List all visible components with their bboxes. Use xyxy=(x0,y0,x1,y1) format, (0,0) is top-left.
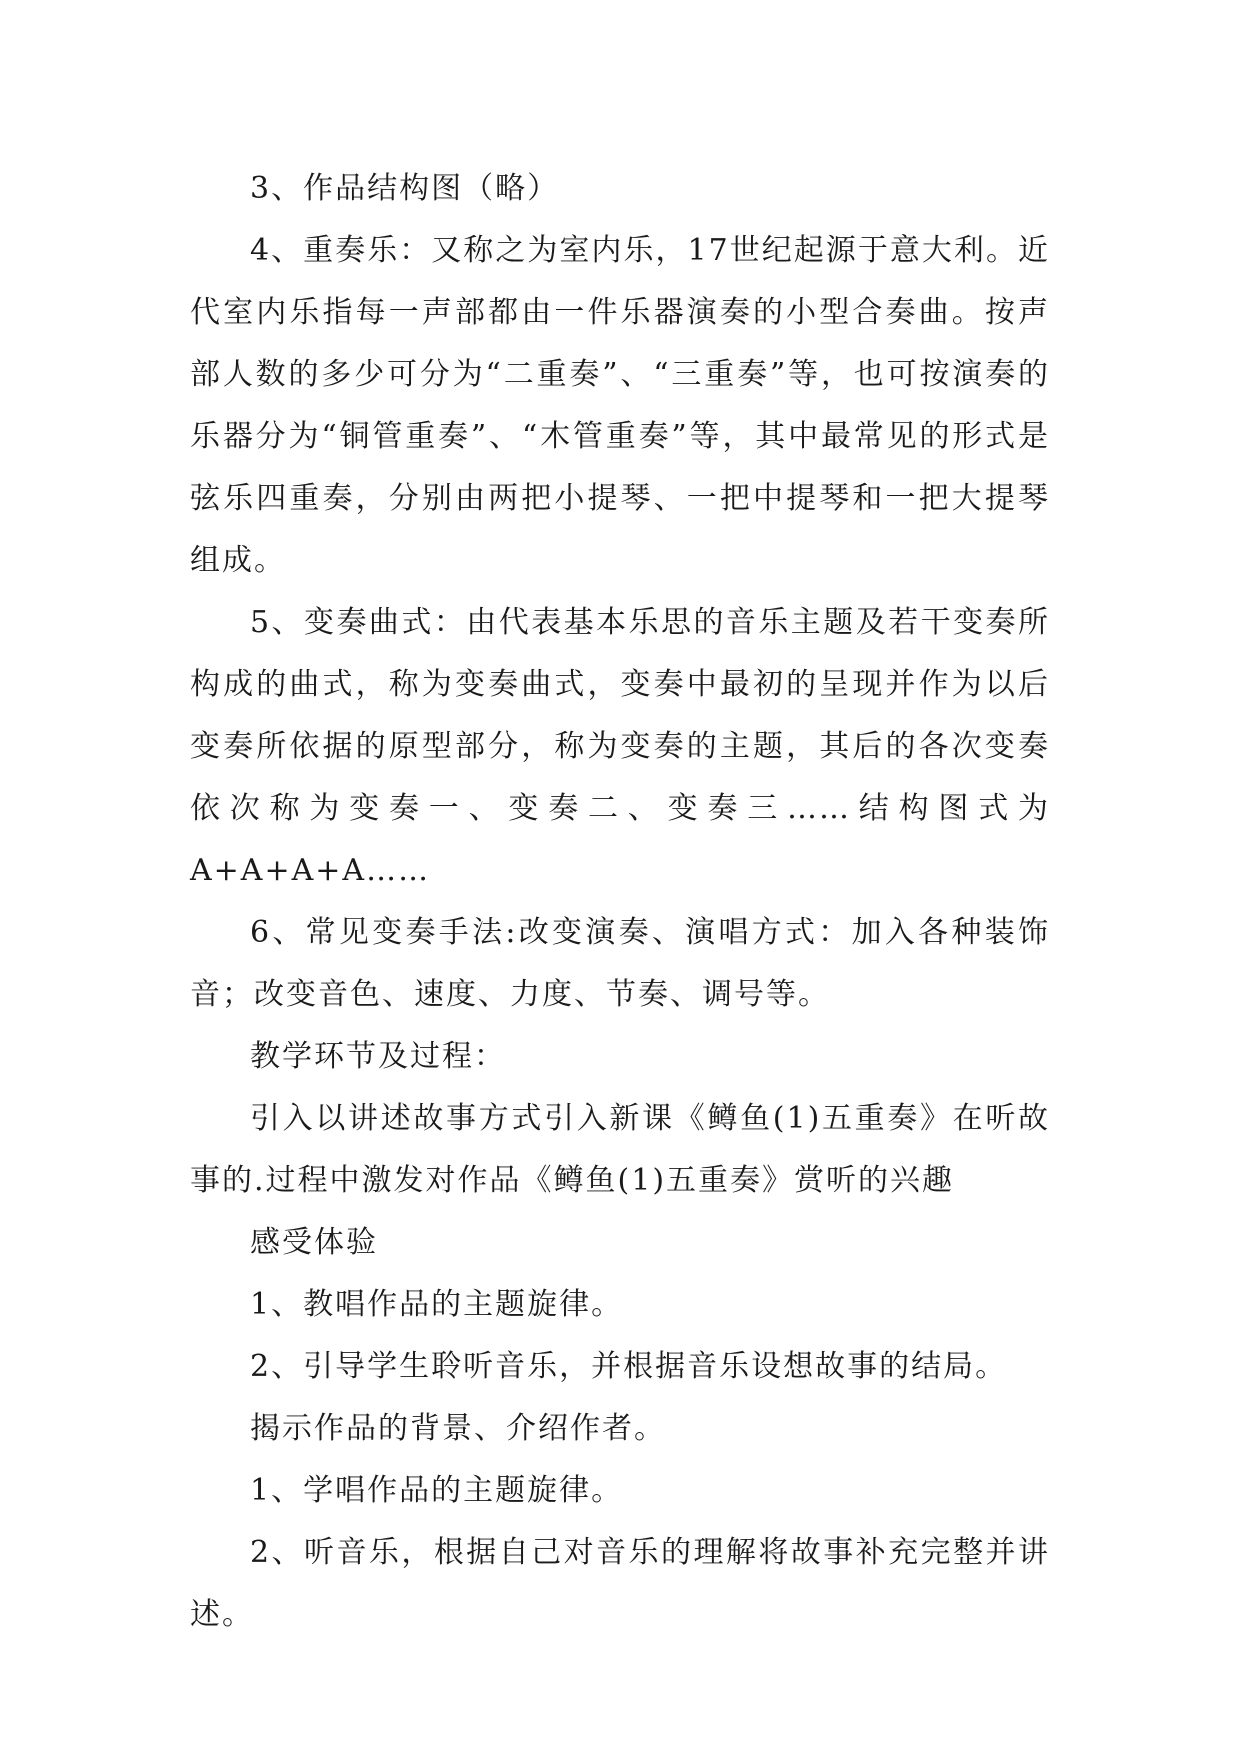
document-body xyxy=(190,158,1050,1646)
paragraph-listen-complete-story: 2、听音乐，根据自己对音乐的理解将故事补充完整并讲述。 xyxy=(190,1535,1050,1632)
paragraph-teaching-process-heading: 教学环节及过程： xyxy=(250,1039,506,1074)
paragraph-reveal-background: 揭示作品的背景、介绍作者。 xyxy=(250,1411,666,1446)
paragraph-teach-theme: 1、教唱作品的主题旋律。 xyxy=(250,1287,624,1322)
paragraph-variation-form: 5、变奏曲式：由代表基本乐思的音乐主题及若干变奏所构成的曲式，称为变奏曲式，变奏中最初的呈现并作为以后变奏所依据的原型部分，称为变奏的主题，其后的各次变奏依次称为变奏一、变奏二、变奏三……结构图式为A+A+A+A…… xyxy=(190,605,1050,888)
paragraph-introduction: 引入以讲述故事方式引入新课《鳟鱼(1)五重奏》在听故事的.过程中激发对作品《鳟鱼(1)五重奏》赏听的兴趣 xyxy=(190,1101,1050,1198)
paragraph-variation-techniques: 6、常见变奏手法:改变演奏、演唱方式：加入各种装饰音；改变音色、速度、力度、节奏、调号等。 xyxy=(190,915,1050,1012)
paragraph-learn-theme: 1、学唱作品的主题旋律。 xyxy=(250,1473,624,1508)
paragraph-experience-heading: 感受体验 xyxy=(250,1225,378,1260)
paragraph-ensemble-music: 4、重奏乐：又称之为室内乐，17世纪起源于意大利。近代室内乐指每一声部都由一件乐器演奏的小型合奏曲。按声部人数的多少可分为“二重奏”、“三重奏”等，也可按演奏的乐器分为“铜管重奏”、“木管重奏”等，其中最常见的形式是弦乐四重奏，分别由两把小提琴、一把中提琴和一把大提琴组成。 xyxy=(190,233,1050,578)
paragraph-structure-diagram: 3、作品结构图（略） xyxy=(250,171,560,206)
paragraph-guide-listening: 2、引导学生聆听音乐，并根据音乐设想故事的结局。 xyxy=(250,1349,1008,1384)
